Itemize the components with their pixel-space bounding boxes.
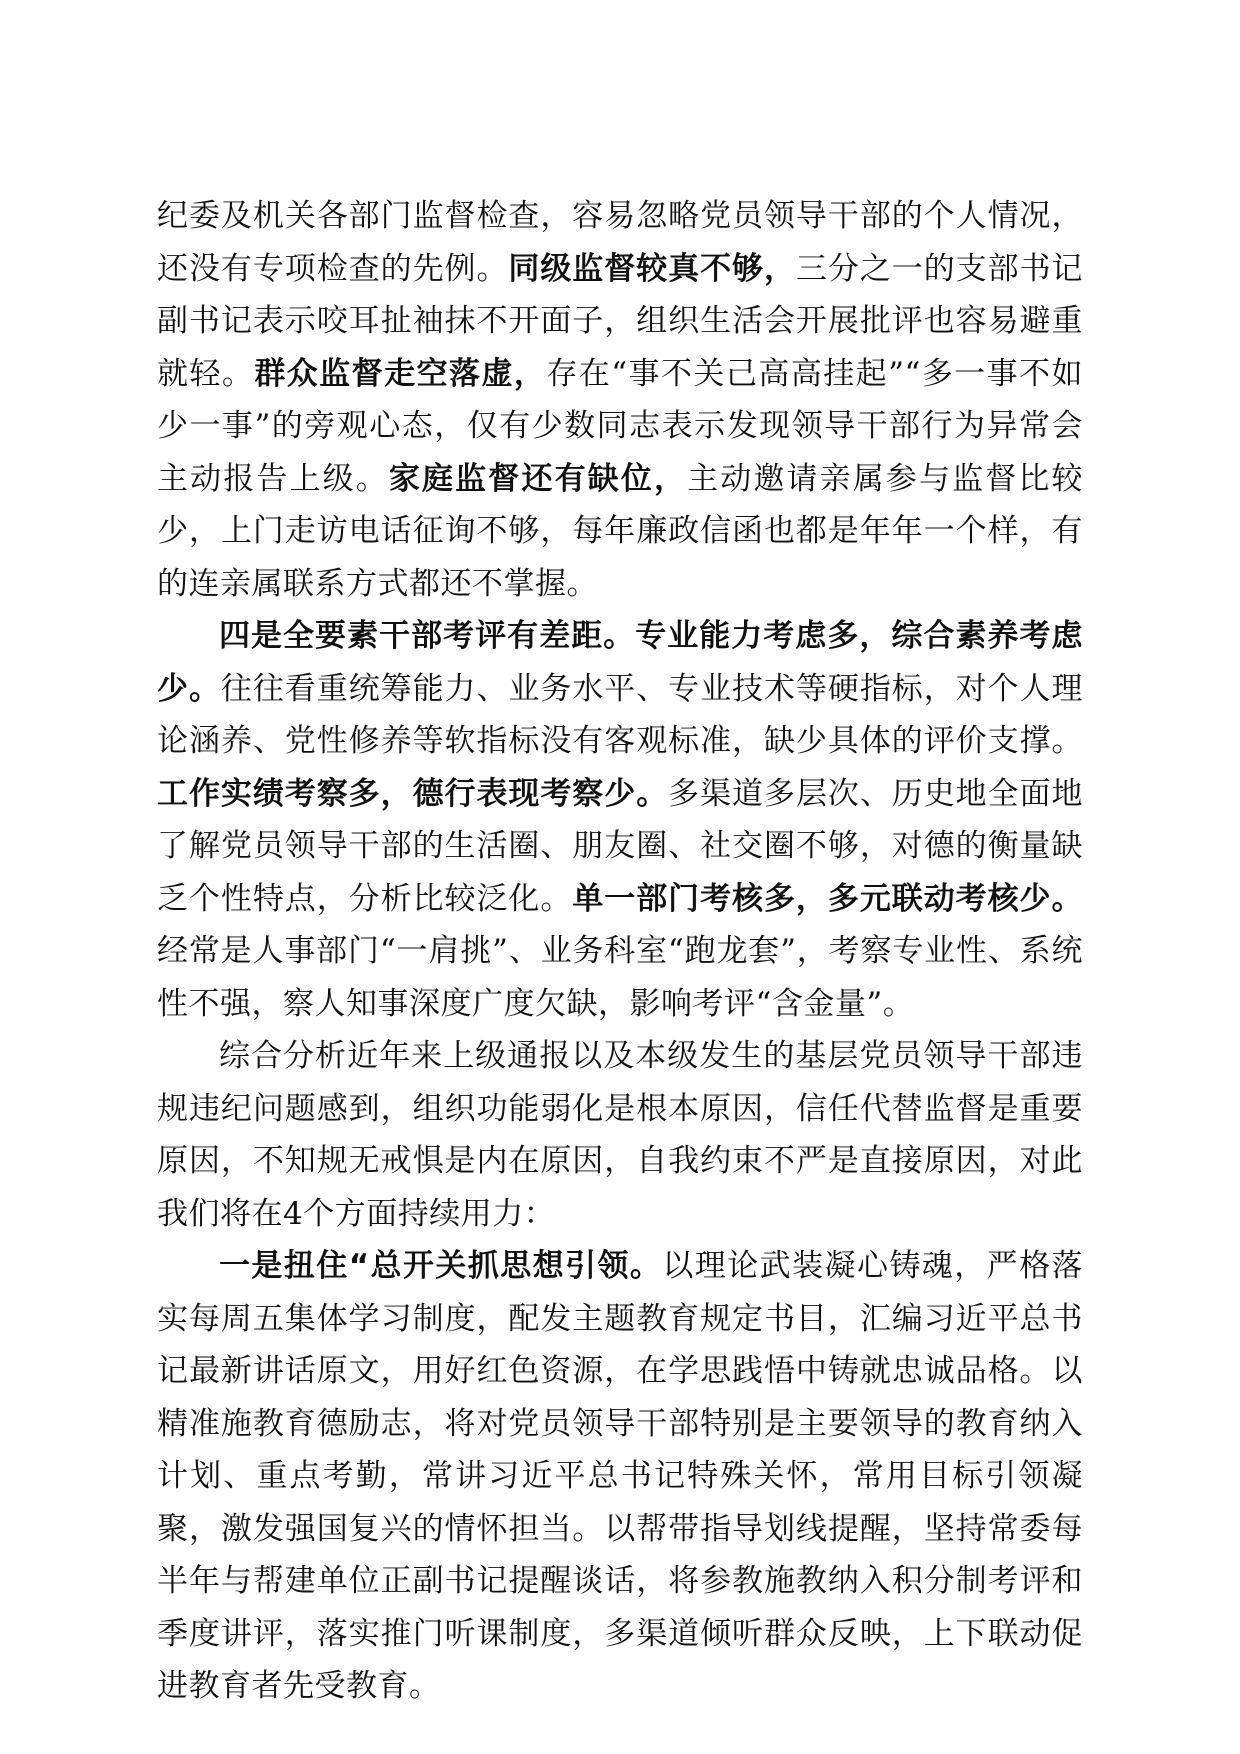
text-run: 纪委及机关各部门监督检查，容易忽略党员领导干部的个人情况，还没有专项检查的先例。 — [157, 198, 1083, 287]
paragraph-supervision — [157, 190, 1083, 610]
text-run: 主动邀请亲属参与监督比较少，上门走访电话征询不够，每年廉政信函也都是年年一个样，有的连亲属联系方式都还不掌握。 — [157, 460, 1084, 602]
bold-heading-run: 一是扭住“总开关抓思想引领。 — [219, 1248, 663, 1284]
paragraph-analysis — [157, 1030, 1083, 1240]
bold-heading-run: 四是全要素干部考评有差距。专业能力考虑多，综合素养考虑少。 — [157, 618, 1083, 707]
bold-heading-run: 工作实绩考察多，德行表现考察少。 — [157, 775, 669, 812]
text-run: 三分之一的支部书记副书记表示咬耳扯袖抹不开面子，组织生活会开展批评也容易避重就轻。 — [157, 250, 1084, 392]
text-run: 经常是人事部门“一肩挑”、业务科室“跑龙套”，考察专业性、系统性不强，察人知事深度广度欠缺，影响考评“含金量”。 — [157, 933, 1083, 1022]
bold-heading-run: 群众监督走空落虚， — [254, 355, 547, 392]
bold-heading-run: 单一部门考核多，多元联动考核少。 — [572, 880, 1084, 917]
paragraph-evaluation — [157, 610, 1083, 1030]
text-run: 多渠道多层次、历史地全面地了解党员领导干部的生活圈、朋友圈、社交圈不够，对德的衡量缺乏个性特点，分析比较泛化。 — [157, 775, 1084, 917]
text-run: 以理论武装凝心铸魂，严格落实每周五集体学习制度，配发主题教育规定书目，汇编习近平总书记最新讲话原文，用好红色资源，在学思践悟中铸就忠诚品格。以精准施教育德励志，将对党员领导干部特别是主要领导的教育纳入计划、重点考勤，常讲习近平总书记特殊关怀，常用目标引领凝聚，激发强国复兴的情怀担当。以帮带指导划线提醒，坚持常委每半年与帮建单位正副书记提醒谈话，将参教施教纳入积分制考评和季度讲评，落实推门听课制度，多渠道倾听群众反映，上下联动促进教育者先受教育。 — [157, 1248, 1084, 1704]
paragraph-measure-one — [157, 1240, 1083, 1713]
bold-heading-run: 家庭监督还有缺位， — [388, 460, 688, 497]
text-run: 往往看重统筹能力、业务水平、专业技术等硬指标，对个人理论涵养、党性修养等软指标没有客观标准，缺少具体的评价支撑。 — [157, 670, 1084, 759]
text-run: 存在“事不关己高高挂起”“多一事不如少一事”的旁观心态，仅有少数同志表示发现领导干部行为异常会主动报告上级。 — [157, 355, 1084, 497]
bold-heading-run: 同级监督较真不够， — [508, 250, 796, 287]
text-run: 综合分析近年来上级通报以及本级发生的基层党员领导干部违规违纪问题感到，组织功能弱化是根本原因，信任代替监督是重要原因，不知规无戒惧是内在原因，自我约束不严是直接原因，对此我们将在4个方面持续用力： — [157, 1038, 1083, 1232]
document-page — [157, 190, 1083, 1713]
